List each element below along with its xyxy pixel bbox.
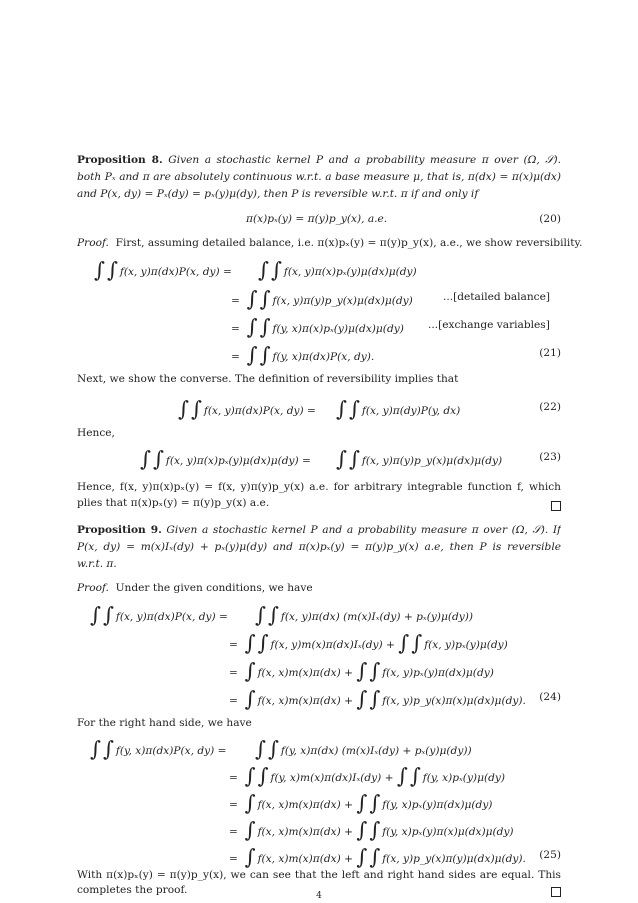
eq24-row2-part2: f(x, y)pₓ(y)μ(dy) — [424, 639, 508, 651]
integral-symbol: ∫ — [246, 315, 258, 339]
integral-symbol: ∫ — [411, 631, 423, 655]
eq25-row5-part1: f(x, x)m(x)π(dx) + — [257, 853, 353, 865]
integral-symbol: ∫ — [257, 631, 269, 655]
integral-symbol: ∫ — [369, 687, 381, 711]
prop8-text-1: Given a stochastic kernel P and a probability measure π over (Ω, 𝒮). — [168, 154, 561, 166]
eq22-rhs-text: f(x, y)π(dy)P(y, dx) — [361, 405, 461, 417]
eq25-row2 — [229, 764, 505, 788]
prop8-heading: Proposition 8. — [77, 154, 163, 166]
integral-symbol: ∫ — [270, 258, 282, 282]
hence2-line1: Hence, f(x, y)π(x)pₓ(y) = f(x, y)π(y)p_y(x) a.e. for arbitrary integrable function f, which — [77, 481, 561, 493]
eq22-lhs-text: f(x, y)π(dx)P(x, dy) = — [203, 405, 316, 417]
integral-symbol: ∫ — [356, 818, 368, 842]
eq25-row1 — [255, 737, 472, 761]
equation-20-number: (20) — [539, 213, 561, 225]
integral-symbol: ∫ — [267, 737, 279, 761]
integral-symbol: ∫ — [244, 659, 256, 683]
proof8-intro — [77, 236, 582, 250]
proof9-intro — [77, 581, 313, 595]
eq21-row4-text: f(y, x)π(dx)P(x, dy). — [272, 351, 375, 363]
integral-symbol: ∫ — [246, 287, 258, 311]
equals-sign: = — [229, 639, 238, 651]
integral-symbol: ∫ — [246, 343, 258, 367]
integral-symbol: ∫ — [348, 447, 360, 471]
prop9-text-1: Given a stochastic kernel P and a probability measure π over (Ω, 𝒮). If — [166, 524, 561, 536]
integral-symbol: ∫ — [90, 603, 101, 627]
eq23-rhs-text: f(x, y)π(y)p_y(x)μ(dx)μ(dy) — [361, 455, 503, 467]
eq24-row3-part2: f(x, y)pₓ(y)π(dx)μ(dy) — [382, 667, 494, 679]
integral-symbol: ∫ — [244, 631, 256, 655]
integral-symbol: ∫ — [356, 845, 368, 869]
integral-symbol: ∫ — [94, 258, 105, 282]
integral-symbol: ∫ — [178, 397, 189, 421]
integral-symbol: ∫ — [102, 737, 114, 761]
integral-symbol: ∫ — [259, 343, 271, 367]
equals-sign: = — [229, 799, 238, 811]
eq24-row2 — [229, 631, 508, 655]
eq25-row4 — [229, 818, 514, 842]
prop9-line1 — [77, 523, 561, 537]
eq21-row2-note: ...[detailed balance] — [443, 291, 551, 303]
eq25-row3-part1: f(x, x)m(x)π(dx) + — [257, 799, 353, 811]
eq25-lhs — [90, 737, 227, 761]
page-number: 4 — [316, 891, 322, 901]
hence2-line2: plies that π(x)pₓ(y) = π(y)p_y(x) a.e. — [77, 497, 270, 509]
integral-symbol: ∫ — [244, 791, 256, 815]
eq25-lhs-text: f(y, x)π(dx)P(x, dy) = — [115, 745, 227, 757]
prop8-line2: both Pₓ and π are absolutely continuous w.r.t. a base measure μ, that is, π(dx) = π(x)μ(dx) — [77, 171, 561, 183]
integral-symbol: ∫ — [255, 737, 266, 761]
conclusion-line1: With π(x)pₓ(y) = π(y)p_y(x), we can see that the left and right hand sides are equal. This — [77, 869, 561, 881]
proof9-label: Proof. — [77, 582, 109, 594]
equation-23-number: (23) — [539, 451, 561, 463]
eq21-row2 — [231, 287, 413, 311]
conclusion-line2: completes the proof. — [77, 884, 188, 896]
eq21-lhs — [94, 258, 232, 282]
hence-label: Hence, — [77, 427, 115, 439]
prop9-heading: Proposition 9. — [77, 524, 162, 536]
integral-symbol: ∫ — [259, 287, 271, 311]
equation-22-number: (22) — [539, 401, 561, 413]
eq23-rhs — [336, 447, 503, 471]
eq25-row2-part2: f(y, x)pₓ(y)μ(dy) — [422, 772, 505, 784]
eq25-row4-part2: f(y, x)pₓ(y)π(x)μ(dx)μ(dy) — [382, 826, 514, 838]
eq22-lhs — [178, 397, 316, 421]
eq24-row4-part2: f(x, y)p_y(x)π(x)μ(dx)μ(dy). — [382, 695, 526, 707]
integral-symbol: ∫ — [369, 845, 381, 869]
integral-symbol: ∫ — [257, 764, 269, 788]
rhs-intro: For the right hand side, we have — [77, 717, 252, 729]
eq21-row1 — [258, 258, 417, 282]
integral-symbol: ∫ — [152, 447, 164, 471]
equals-sign: = — [231, 295, 240, 307]
integral-symbol: ∫ — [336, 397, 347, 421]
prop8-line3: and P(x, dy) = Pₓ(dy) = pₓ(y)μ(dy), then P is reversible w.r.t. π if and only if — [77, 188, 479, 200]
qed-box — [551, 501, 561, 511]
integral-symbol: ∫ — [369, 659, 381, 683]
eq25-row3-part2: f(y, x)pₓ(y)π(dx)μ(dy) — [382, 799, 493, 811]
integral-symbol: ∫ — [244, 687, 256, 711]
eq21-row1-text: f(x, y)π(x)pₓ(y)μ(dx)μ(dy) — [283, 266, 417, 278]
integral-symbol: ∫ — [356, 791, 368, 815]
integral-symbol: ∫ — [259, 315, 271, 339]
eq24-lhs — [90, 603, 228, 627]
eq21-row3-note: ...[exchange variables] — [428, 319, 550, 331]
eq21-row3 — [231, 315, 404, 339]
integral-symbol: ∫ — [356, 687, 368, 711]
equation-24-number: (24) — [539, 691, 561, 703]
integral-symbol: ∫ — [336, 447, 347, 471]
equation-21-number: (21) — [539, 347, 561, 359]
eq24-row3 — [229, 659, 494, 683]
eq21-row3-text: f(y, x)π(x)pₓ(y)μ(dx)μ(dy) — [272, 323, 404, 335]
eq25-row1-text: f(y, x)π(dx) (m(x)Iₓ(dy) + pₓ(y)μ(dy)) — [280, 745, 472, 757]
equals-sign: = — [229, 772, 238, 784]
integral-symbol: ∫ — [409, 764, 421, 788]
eq21-row2-text: f(x, y)π(y)p_y(x)μ(dx)μ(dy) — [272, 295, 413, 307]
integral-symbol: ∫ — [398, 631, 410, 655]
integral-symbol: ∫ — [369, 818, 381, 842]
prop9-line2: P(x, dy) = m(x)Iₓ(dy) + pₓ(y)μ(dy) and π(x)pₓ(y) = π(y)p_y(x) a.e, then P is reversible — [77, 541, 561, 553]
integral-symbol: ∫ — [102, 603, 114, 627]
proof8-intro-text: First, assuming detailed balance, i.e. π(x)pₓ(y) = π(y)p_y(x), a.e., we show reversibility. — [115, 237, 583, 249]
equation-25-number: (25) — [539, 849, 561, 861]
eq23-lhs-text: f(x, y)π(x)pₓ(y)μ(dx)μ(dy) = — [165, 455, 311, 467]
integral-symbol: ∫ — [348, 397, 360, 421]
eq24-row4-part1: f(x, x)m(x)π(dx) + — [257, 695, 353, 707]
proof8-label: Proof. — [77, 237, 109, 249]
equals-sign: = — [229, 667, 238, 679]
eq24-row1-text: f(x, y)π(dx) (m(x)Iₓ(dy) + pₓ(y)μ(dy)) — [280, 611, 473, 623]
eq25-row5-part2: f(x, y)p_y(x)π(y)μ(dx)μ(dy). — [382, 853, 526, 865]
integral-symbol: ∫ — [244, 818, 256, 842]
integral-symbol: ∫ — [356, 659, 368, 683]
prop9-line3: w.r.t. π. — [77, 558, 117, 570]
eq22-rhs — [336, 397, 461, 421]
proof9-intro-text: Under the given conditions, we have — [115, 582, 313, 594]
eq24-row1 — [255, 603, 473, 627]
eq24-row3-part1: f(x, x)m(x)π(dx) + — [257, 667, 353, 679]
integral-symbol: ∫ — [244, 845, 256, 869]
integral-symbol: ∫ — [258, 258, 269, 282]
eq24-row2-part1: f(x, y)m(x)π(dx)Iₓ(dy) + — [270, 639, 395, 651]
equals-sign: = — [229, 695, 238, 707]
equals-sign: = — [231, 351, 240, 363]
eq24-lhs-text: f(x, y)π(dx)P(x, dy) = — [115, 611, 228, 623]
eq21-lhs-text: f(x, y)π(dx)P(x, dy) = — [119, 266, 232, 278]
equation-20: π(x)pₓ(y) = π(y)p_y(x), a.e. — [246, 213, 388, 225]
prop8-line1 — [77, 153, 561, 167]
eq25-row5 — [229, 845, 526, 869]
integral-symbol: ∫ — [244, 764, 256, 788]
equals-sign: = — [229, 853, 238, 865]
equals-sign: = — [231, 323, 240, 335]
integral-symbol: ∫ — [369, 791, 381, 815]
converse-text: Next, we show the converse. The definition of reversibility implies that — [77, 373, 459, 385]
equals-sign: = — [229, 826, 238, 838]
eq25-row3 — [229, 791, 493, 815]
integral-symbol: ∫ — [140, 447, 151, 471]
eq23-lhs — [140, 447, 311, 471]
eq25-row2-part1: f(y, x)m(x)π(dx)Iₓ(dy) + — [270, 772, 394, 784]
integral-symbol: ∫ — [106, 258, 118, 282]
integral-symbol: ∫ — [396, 764, 408, 788]
integral-symbol: ∫ — [255, 603, 266, 627]
eq25-row4-part1: f(x, x)m(x)π(dx) + — [257, 826, 353, 838]
eq24-row4 — [229, 687, 526, 711]
eq21-row4 — [231, 343, 375, 367]
integral-symbol: ∫ — [90, 737, 101, 761]
integral-symbol: ∫ — [190, 397, 202, 421]
integral-symbol: ∫ — [267, 603, 279, 627]
